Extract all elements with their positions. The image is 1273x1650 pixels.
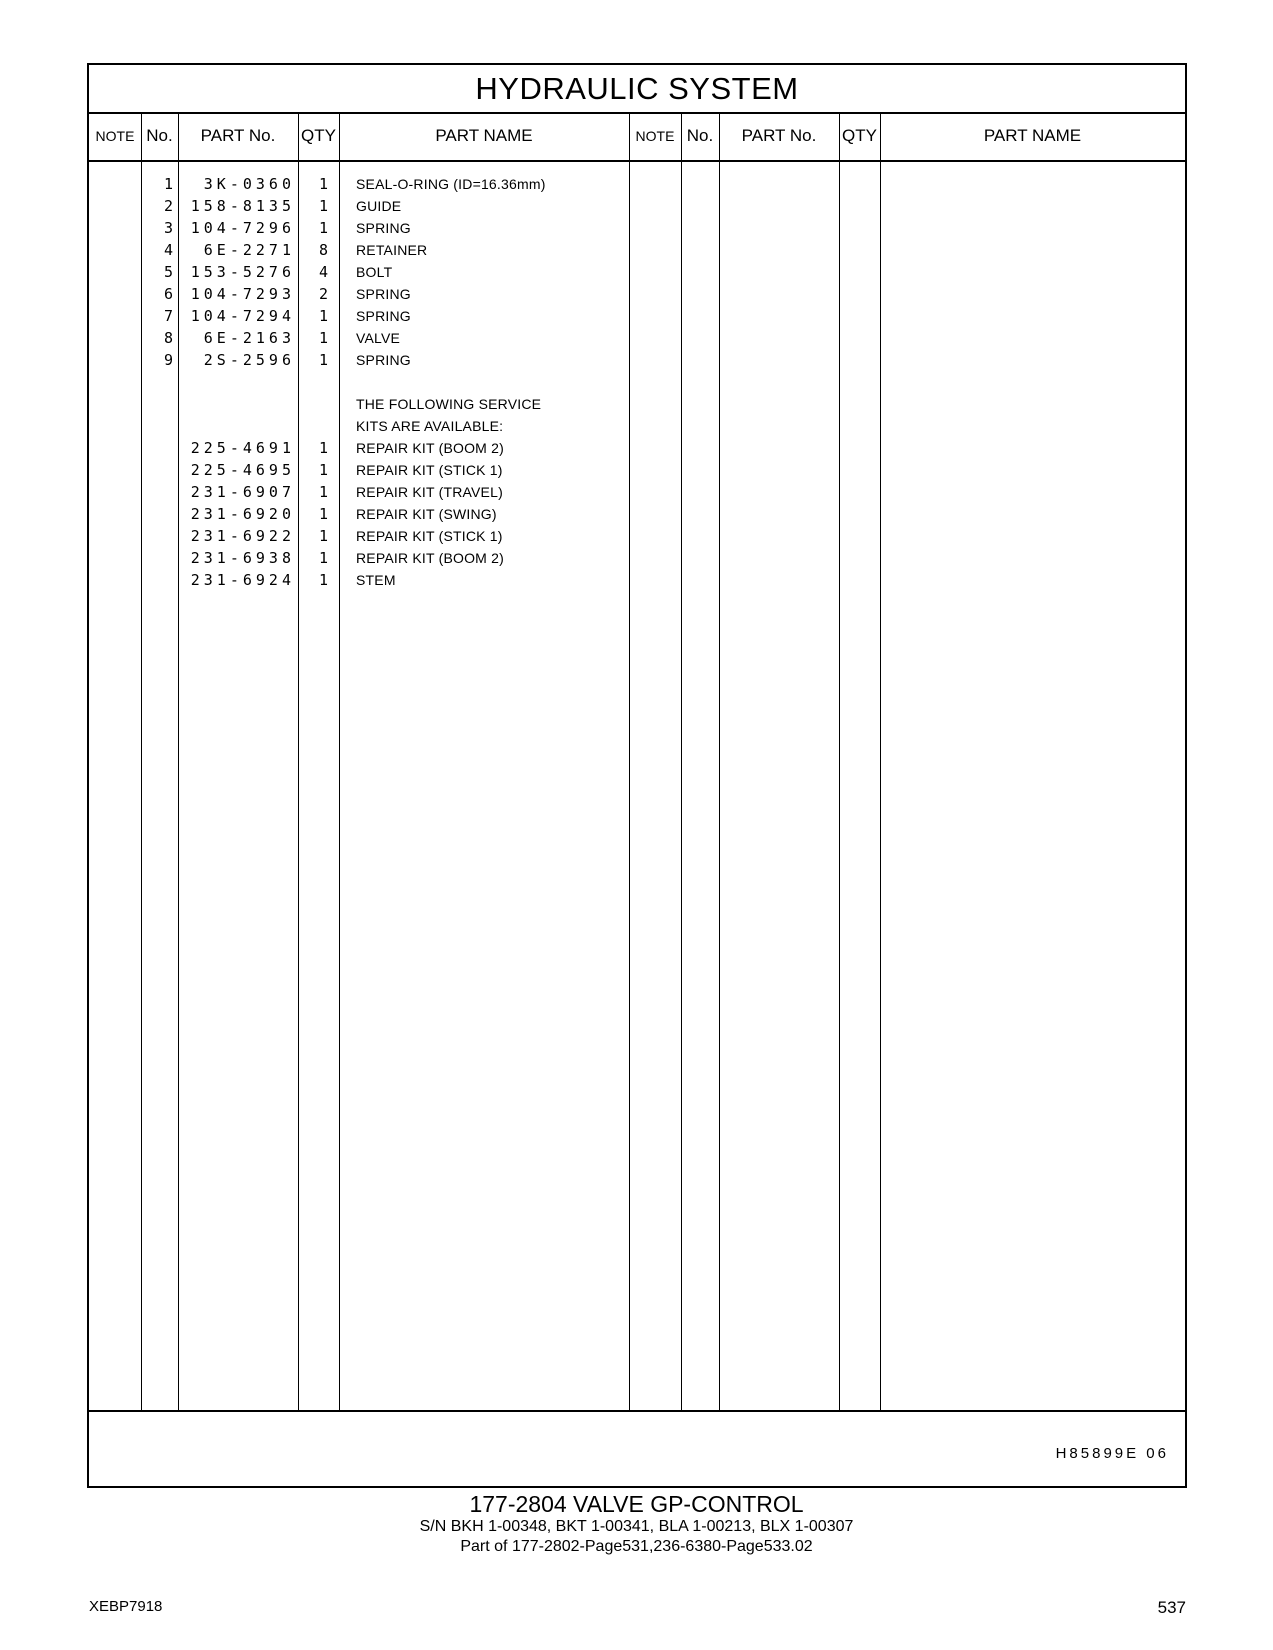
item-number xyxy=(143,393,173,416)
part-number: 158-8135 xyxy=(190,197,295,215)
part-name: BOLT xyxy=(356,264,393,280)
item-number xyxy=(143,415,173,438)
part-number xyxy=(183,415,295,438)
item-number: 6 xyxy=(163,285,173,303)
part-number: 231-6920 xyxy=(190,505,295,523)
part-name: SEAL-O-RING (ID=16.36mm) xyxy=(356,176,546,192)
section-title: HYDRAULIC SYSTEM xyxy=(475,71,799,106)
header-qty-right: QTY xyxy=(842,126,877,145)
table-row xyxy=(89,569,1185,592)
part-number: 225-4695 xyxy=(190,461,295,479)
quantity: 1 xyxy=(318,175,328,193)
part-name: SPRING xyxy=(356,286,411,302)
item-number: 9 xyxy=(163,351,173,369)
quantity: 1 xyxy=(318,219,328,237)
serial-numbers: S/N BKH 1-00348, BKT 1-00341, BLA 1-00213, BLX 1-00307 xyxy=(419,1518,854,1535)
item-number xyxy=(143,481,173,504)
part-name: GUIDE xyxy=(356,198,402,214)
table-row xyxy=(89,459,1185,482)
part-name: VALVE xyxy=(356,330,401,346)
item-number: 3 xyxy=(163,219,173,237)
part-number: 225-4691 xyxy=(190,439,295,457)
part-number: 231-6938 xyxy=(190,549,295,567)
part-number: 231-6907 xyxy=(190,483,295,501)
part-number: 104-7293 xyxy=(190,285,295,303)
table-row xyxy=(89,415,1185,438)
item-number: 2 xyxy=(163,197,173,215)
item-number xyxy=(143,569,173,592)
item-number: 4 xyxy=(163,241,173,259)
quantity: 8 xyxy=(318,241,328,259)
table-row xyxy=(89,283,1185,306)
table-row xyxy=(89,305,1185,328)
part-name: REPAIR KIT (BOOM 2) xyxy=(356,550,504,566)
header-qty-left: QTY xyxy=(301,126,336,145)
quantity: 1 xyxy=(318,329,328,347)
parent-assembly-reference: Part of 177-2802-Page531,236-6380-Page533.02 xyxy=(460,1538,813,1555)
table-row xyxy=(89,525,1185,548)
document-id: XEBP7918 xyxy=(89,1598,163,1615)
assembly-title: 177-2804 VALVE GP-CONTROL xyxy=(469,1491,804,1517)
table-bottom-divider xyxy=(89,1410,1185,1412)
quantity: 1 xyxy=(318,307,328,325)
header-part-no-right: PART No. xyxy=(741,126,817,145)
part-name: REPAIR KIT (BOOM 2) xyxy=(356,440,504,456)
table-row xyxy=(89,195,1185,218)
header-no-right: No. xyxy=(686,126,714,145)
item-number: 5 xyxy=(163,263,173,281)
quantity: 1 xyxy=(318,549,328,567)
table-row xyxy=(89,437,1185,460)
quantity: 1 xyxy=(318,527,328,545)
item-number xyxy=(143,525,173,548)
table-row xyxy=(89,239,1185,262)
parts-table-frame xyxy=(87,63,1187,1488)
quantity: 2 xyxy=(318,285,328,303)
part-number: 104-7296 xyxy=(190,219,295,237)
header-no-left: No. xyxy=(146,126,173,145)
part-name: REPAIR KIT (SWING) xyxy=(356,506,497,522)
part-number: 104-7294 xyxy=(190,307,295,325)
part-name: RETAINER xyxy=(356,242,428,258)
table-row xyxy=(89,547,1185,570)
header-part-name-left: PART NAME xyxy=(435,126,533,145)
illustration-reference-code: H85899E 06 xyxy=(1055,1445,1169,1462)
part-name: REPAIR KIT (STICK 1) xyxy=(356,528,503,544)
table-row xyxy=(89,327,1185,350)
item-number xyxy=(143,437,173,460)
header-note-left: NOTE xyxy=(95,128,135,144)
part-number: 153-5276 xyxy=(190,263,295,281)
part-number: 231-6922 xyxy=(190,527,295,545)
part-name: STEM xyxy=(356,572,396,588)
quantity: 1 xyxy=(318,571,328,589)
part-name xyxy=(356,371,626,394)
quantity: 4 xyxy=(318,263,328,281)
part-number: 231-6924 xyxy=(190,571,295,589)
header-divider xyxy=(89,160,1185,162)
header-part-no-left: PART No. xyxy=(200,126,276,145)
quantity: 1 xyxy=(318,483,328,501)
part-number: 6E-2163 xyxy=(203,329,295,347)
quantity xyxy=(301,371,328,394)
item-number: 1 xyxy=(163,175,173,193)
part-name: KITS ARE AVAILABLE: xyxy=(356,418,504,434)
part-number: 3K-0360 xyxy=(203,175,295,193)
table-row xyxy=(89,393,1185,416)
item-number xyxy=(143,547,173,570)
item-number: 8 xyxy=(163,329,173,347)
quantity xyxy=(301,415,328,438)
quantity: 1 xyxy=(318,461,328,479)
quantity: 1 xyxy=(318,505,328,523)
part-name: REPAIR KIT (STICK 1) xyxy=(356,462,503,478)
quantity: 1 xyxy=(318,439,328,457)
item-number xyxy=(143,503,173,526)
header-part-name-right: PART NAME xyxy=(983,126,1082,145)
quantity xyxy=(301,393,328,416)
part-name: SPRING xyxy=(356,220,411,236)
table-row xyxy=(89,481,1185,504)
part-number xyxy=(183,393,295,416)
header-note-right: NOTE xyxy=(635,128,675,144)
table-row xyxy=(89,349,1185,372)
page-number: 537 xyxy=(1157,1598,1186,1617)
part-number: 2S-2596 xyxy=(203,351,295,369)
item-number xyxy=(143,371,173,394)
part-number xyxy=(183,371,295,394)
page-footer xyxy=(0,1492,1273,1557)
item-number: 7 xyxy=(163,307,173,325)
table-row xyxy=(89,371,1185,394)
table-row xyxy=(89,217,1185,240)
part-name: SPRING xyxy=(356,308,411,324)
table-row xyxy=(89,503,1185,526)
part-number: 6E-2271 xyxy=(203,241,295,259)
quantity: 1 xyxy=(318,351,328,369)
part-name: THE FOLLOWING SERVICE xyxy=(356,396,542,412)
quantity: 1 xyxy=(318,197,328,215)
part-name: REPAIR KIT (TRAVEL) xyxy=(356,484,503,500)
part-name: SPRING xyxy=(356,352,411,368)
table-row xyxy=(89,173,1185,196)
item-number xyxy=(143,459,173,482)
table-row xyxy=(89,261,1185,284)
